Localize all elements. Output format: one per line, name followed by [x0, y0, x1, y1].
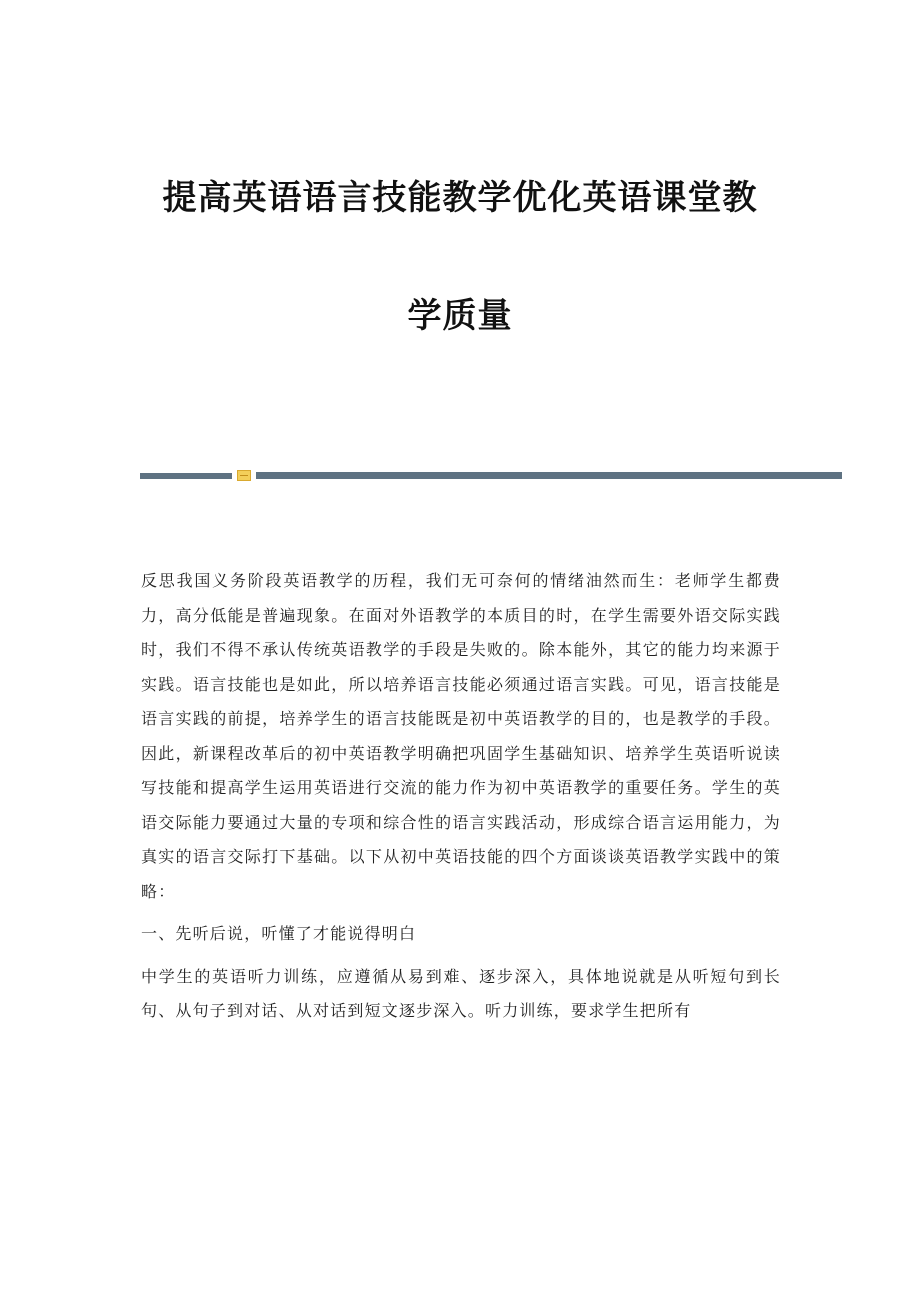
body-paragraph-listening: 中学生的英语听力训练，应遵循从易到难、逐步深入，具体地说就是从听短句到长句、从句子到对话、从对话到短文逐步深入。听力训练，要求学生把所有 — [141, 966, 781, 1020]
divider-bar-left — [140, 473, 232, 479]
title-line-2: 学质量 — [407, 296, 513, 336]
section-heading-1: 一、先听后说，听懂了才能说得明白 — [141, 924, 417, 943]
body-paragraph-intro: 反思我国义务阶段英语教学的历程，我们无可奈何的情绪油然而生：老师学生都费力，高分低能是普遍现象。在面对外语教学的本质目的时，在学生需要外语交际实践时，我们不得不承认传统英语教学的手段是失败的。除本能外，其它的能力均来源于实践。语言技能也是如此，所以培养语言技能必须通过语言实践。可见，语言技能是语言实践的前提，培养学生的语言技能既是初中英语教学的目的，也是教学的手段。因此，新课程改革后的初中英语教学明确把巩固学生基础知识、培养学生英语听说读写技能和提高学生运用英语进行交流的能力作为初中英语教学的重要任务。学生的英语交际能力要通过大量的专项和综合性的语言实践活动，形成综合语言运用能力，为真实的语言交际打下基础。以下从初中英语技能的四个方面谈谈英语教学实践中的策略： — [141, 571, 781, 901]
document-body — [141, 564, 781, 1029]
divider-ornament-icon — [237, 470, 251, 481]
document-title — [130, 178, 790, 336]
title-line-1: 提高英语语言技能教学优化英语课堂教 — [162, 178, 758, 218]
title-divider — [140, 470, 842, 482]
divider-bar-right — [256, 472, 842, 479]
